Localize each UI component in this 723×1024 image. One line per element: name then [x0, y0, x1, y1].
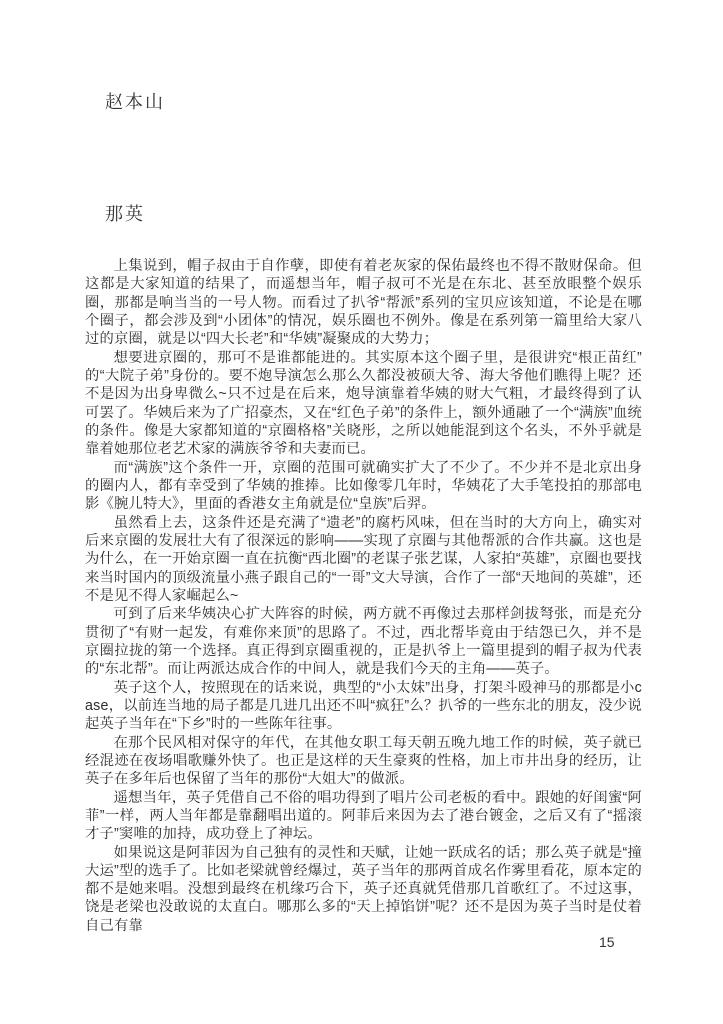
paragraph: 在那个民风相对保守的年代，在其他女职工每天朝五晚九地工作的时候，英子就已经混迹在夜场唱歌赚外快了。也正是这样的天生豪爽的性格，加上市井出身的经历，让英子在多年后也保留了当年的那份“大姐大”的做派。 — [85, 734, 642, 788]
paragraph: 上集说到，帽子叔由于自作孽，即使有着老灰家的保佑最终也不得不散财保命。但这都是大家知道的结果了，而遥想当年，帽子叔可不光是在东北、甚至放眼整个娱乐圈，那都是响当当的一号人物。而看过了扒爷“帮派”系列的宝贝应该知道，不论是在哪个圈子，都会涉及到“小团体”的情况，娱乐圈也不例外。像是在系列第一篇里给大家八过的京圈，就是以“四大长老”和“华姨”凝聚成的大势力； — [85, 258, 642, 348]
article-body — [85, 257, 642, 935]
section-heading-naying: 那英 — [105, 204, 145, 224]
paragraph: 虽然看上去，这条件还是充满了“遗老”的腐朽风味，但在当时的大方向上，确实对后来京圈的发展壮大有了很深远的影响——实现了京圈与其他帮派的合作共赢。这也是为什么，在一开始京圈一直在抗衡“西北圈”的老谋子张艺谋，人家拍“英雄”，京圈也要找来当时国内的顶级流量小燕子跟自己的“一哥”文大导演，合作了一部“天地间的英雄”，还不是见不得人家崛起么~ — [85, 514, 642, 604]
paragraph: 可到了后来华姨决心扩大阵容的时候，两方就不再像过去那样剑拔弩张，而是充分贯彻了“有财一起发，有难你来顶”的思路了。不过，西北帮毕竟由于结怨已久，并不是京圈拉拢的第一个选择。真正得到京圈重视的，正是扒爷上一篇里提到的帽子叔为代表的“东北帮”。而让两派达成合作的中间人，就是我们今天的主角——英子。 — [85, 606, 642, 678]
section-heading-zhaobenshan: 赵本山 — [105, 92, 165, 112]
page-number: 15 — [599, 934, 615, 950]
paragraph: 而“满族”这个条件一开，京圈的范围可就确实扩大了不少了。不少并不是北京出身的圈内人，都有幸受到了华姨的推捧。比如像零几年时，华姨花了大手笔投拍的那部电影《腕儿特大》，里面的香港女主角就是位“皇族”后羿。 — [85, 459, 642, 513]
paragraph: 如果说这是阿菲因为自己独有的灵性和天赋，让她一跃成名的话；那么英子就是“撞大运”型的选手了。比如老梁就曾经爆过，英子当年的那两首成名作雾里看花，原本定的都不是她来唱。没想到最终在机缘巧合下，英子还真就凭借那几首歌红了。不过这事，饶是老梁也没敢说的太直白。哪那么多的“天上掉馅饼”呢？还不是因为英子当时是仗着自己有靠 — [85, 844, 642, 934]
paragraph: 想要进京圈的，那可不是谁都能进的。其实原本这个圈子里，是很讲究“根正苗红”的“大院子弟”身份的。要不炮导演怎么那么久都没被硕大爷、海大爷他们瞧得上呢？还不是因为出身卑微么~只不过是在后来，炮导演靠着华姨的财大气粗，才最终得到了认可罢了。华姨后来为了广招豪杰，又在“红色子弟”的条件上，额外通融了一个“满族”血统的条件。像是大家都知道的“京圈格格”关晓彤，之所以她能混到这个名头，不外乎就是靠着她那位老艺术家的满族爷爷和夫妻而已。 — [85, 349, 642, 458]
paragraph: 遥想当年，英子凭借自己不俗的唱功得到了唱片公司老板的看中。跟她的好闺蜜“阿菲”一样，两人当年都是靠翻唱出道的。阿菲后来因为去了港台镀金，之后又有了“摇滚才子”窦唯的加持，成功登上了神坛。 — [85, 789, 642, 843]
paragraph: 英子这个人，按照现在的话来说，典型的“小太妹”出身，打架斗殴神马的那都是小case，以前连当地的局子都是几进几出还不叫“疯狂”么？扒爷的一些东北的朋友，没少说起英子当年在“下乡”时的一些陈年往事。 — [85, 679, 642, 733]
